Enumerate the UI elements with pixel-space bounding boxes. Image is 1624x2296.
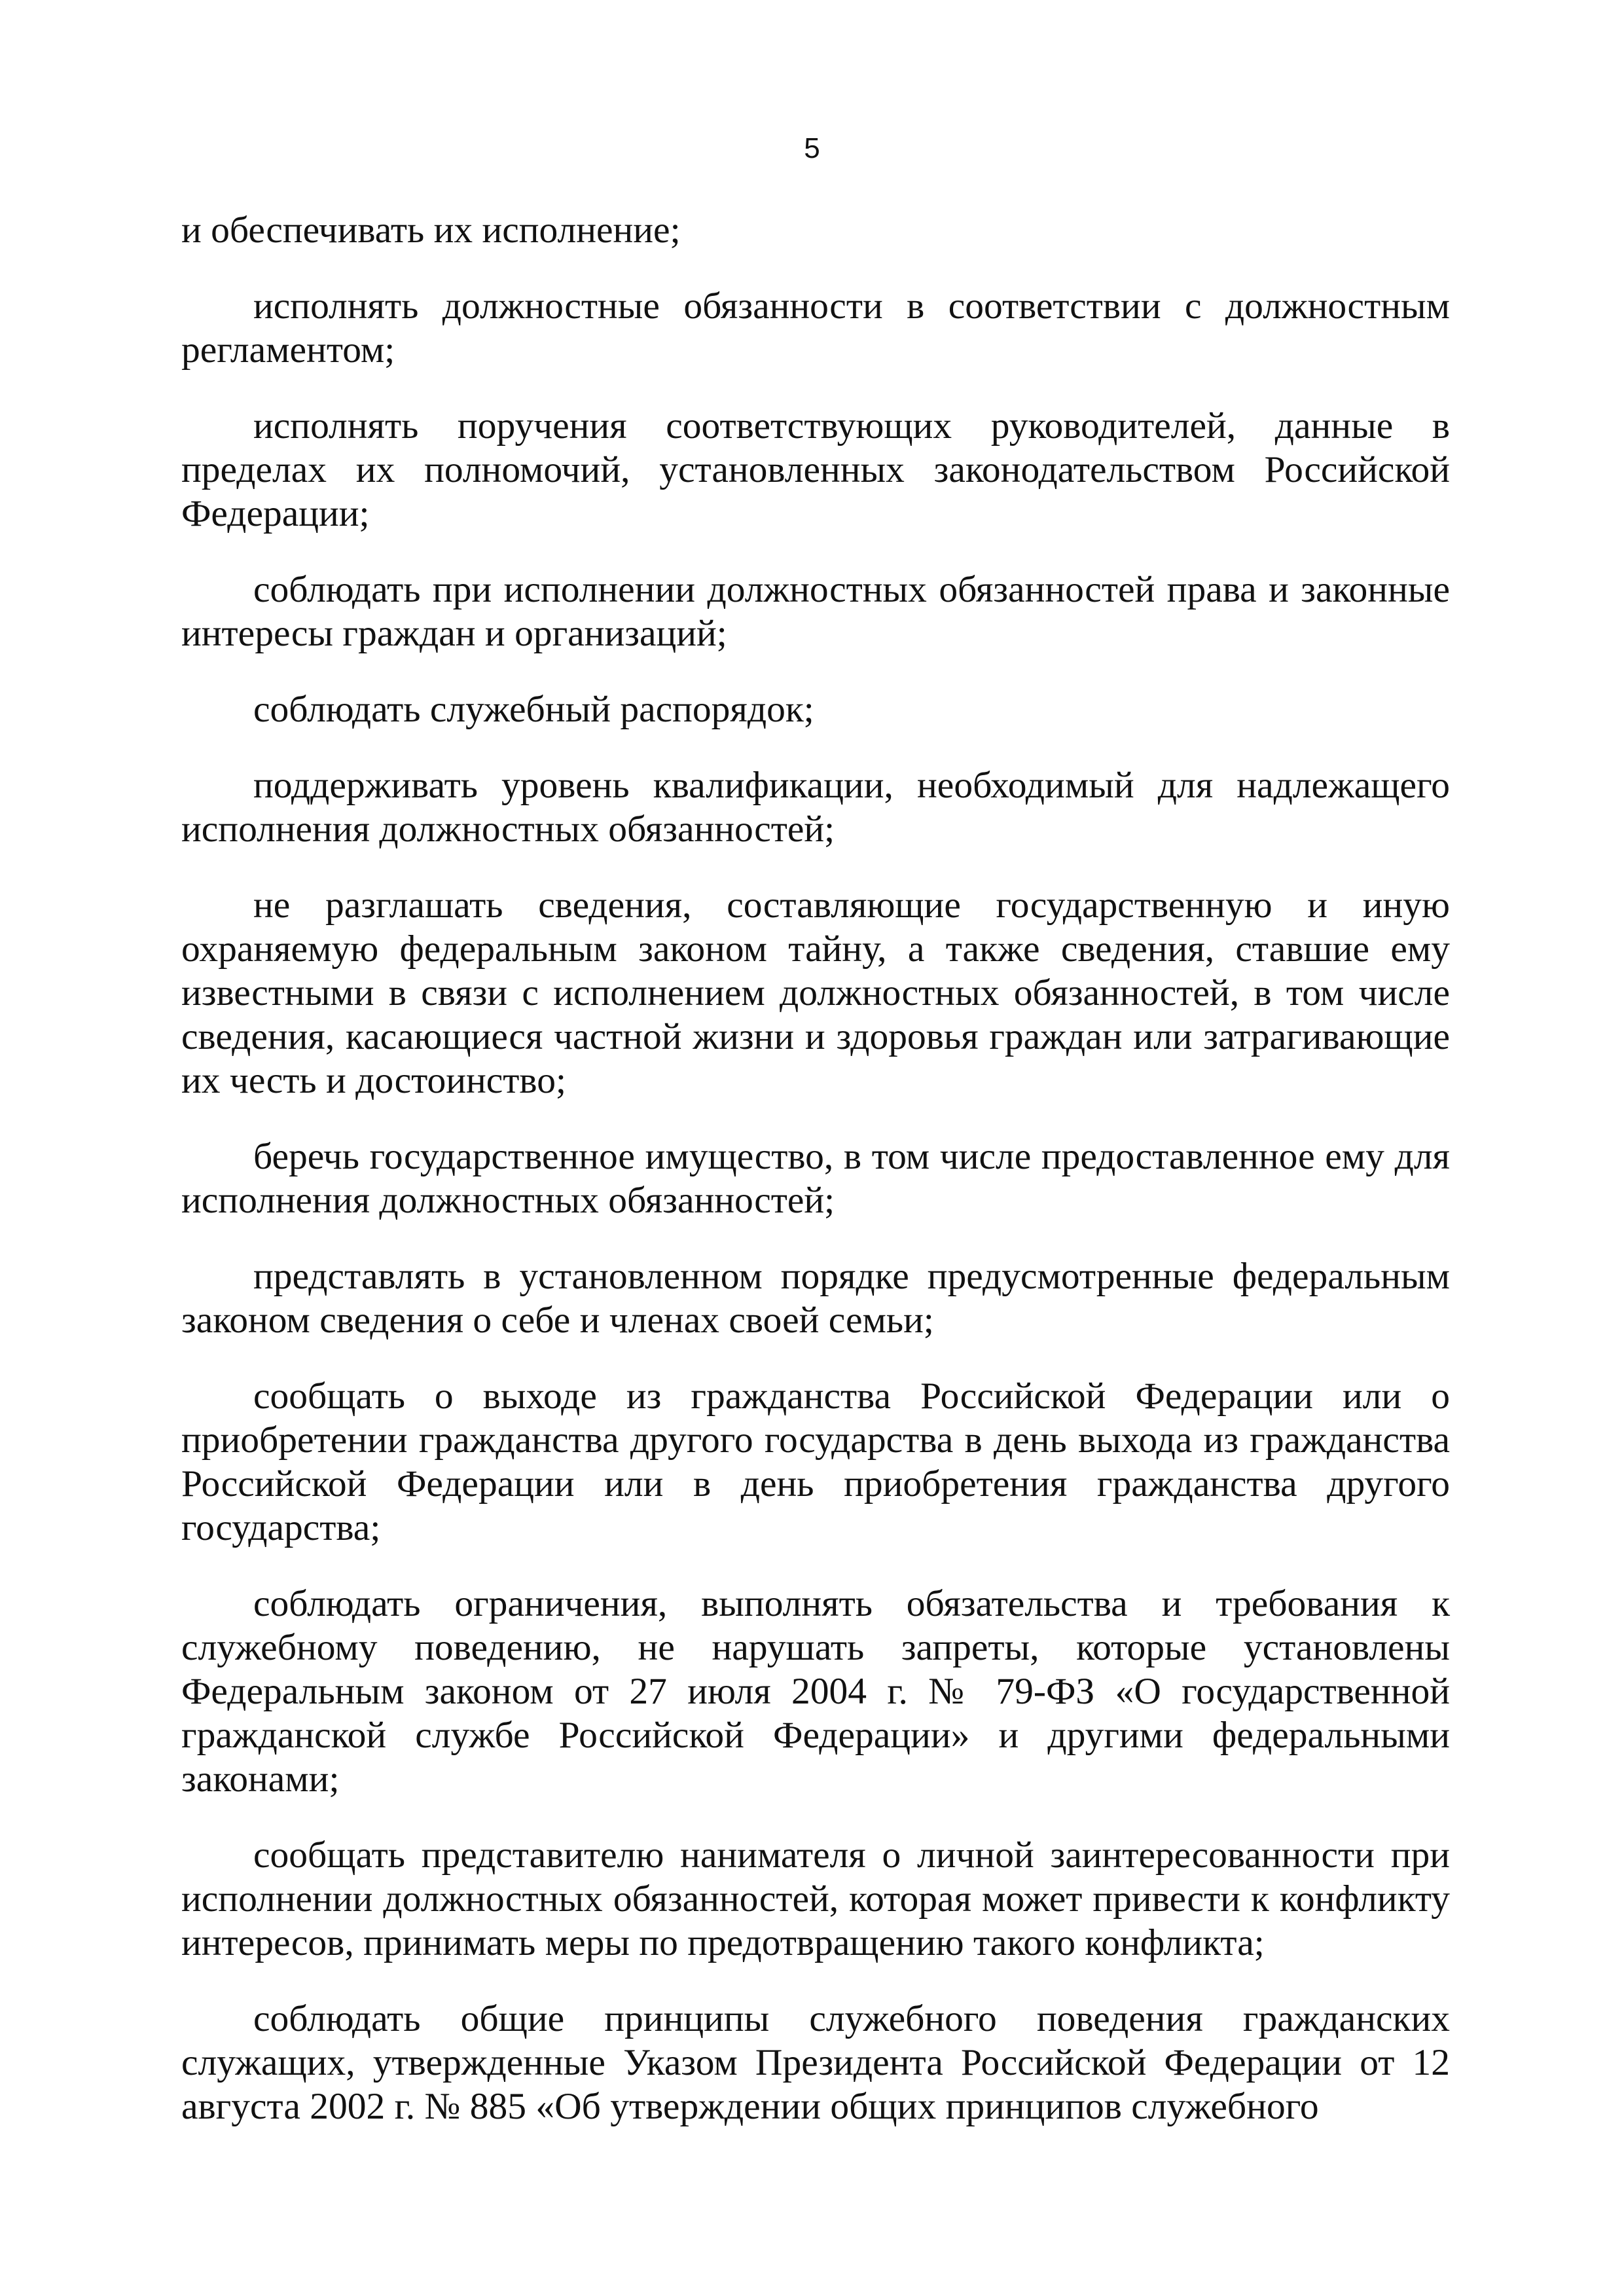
paragraph-duty-restrictions: соблюдать ограничения, выполнять обязательства и требования к служебному поведению, не нарушать запреты, которые установлены Федеральным законом от 27 июля 2004 г. № 79-ФЗ «О государственной гражданской службе Российской Федерации» и другими федеральными законами; (181, 1583, 1450, 1800)
paragraph-duty-principles: соблюдать общие принципы служебного поведения гражданских служащих, утвержденные Указом Президента Российской Федерации от 12 августа 2002 г. № 885 «Об утверждении общих принципов служебного (181, 1998, 1450, 2127)
page-number: 5 (804, 132, 820, 164)
paragraph-duty-qualification: поддерживать уровень квалификации, необходимый для надлежащего исполнения должностных обязанностей; (181, 765, 1450, 850)
document-body (181, 208, 1450, 2160)
paragraph-continuation: и обеспечивать их исполнение; (181, 210, 681, 251)
paragraph-duty-secrecy: не разглашать сведения, составляющие государственную и иную охраняемую федеральным законом тайну, а также сведения, ставшие ему известными в связи с исполнением должностных обязанностей, в том числе сведения, касающиеся частной жизни и здоровья граждан или затрагивающие их честь и достоинство; (181, 884, 1450, 1101)
paragraph-duty-regulations: исполнять должностные обязанности в соответствии с должностным регламентом; (181, 285, 1450, 371)
paragraph-duty-rights: соблюдать при исполнении должностных обязанностей права и законные интересы граждан и организаций; (181, 569, 1450, 654)
paragraph-duty-schedule: соблюдать служебный распорядок; (253, 689, 814, 730)
paragraph-duty-property: беречь государственное имущество, в том числе предоставленное ему для исполнения должностных обязанностей; (181, 1136, 1450, 1221)
paragraph-duty-orders: исполнять поручения соответствующих руководителей, данные в пределах их полномочий, установленных законодательством Российской Федерации; (181, 405, 1450, 534)
paragraph-duty-citizenship: сообщать о выходе из гражданства Российской Федерации или о приобретении гражданства другого государства в день выхода из гражданства Российской Федерации или в день приобретения гражданства другого государства; (181, 1376, 1450, 1548)
paragraph-duty-conflict: сообщать представителю нанимателя о личной заинтересованности при исполнении должностных обязанностей, которая может привести к конфликту интересов, принимать меры по предотвращению такого конфликта; (181, 1834, 1450, 1963)
paragraph-duty-income-info: представлять в установленном порядке предусмотренные федеральным законом сведения о себе и членах своей семьи; (181, 1256, 1450, 1341)
